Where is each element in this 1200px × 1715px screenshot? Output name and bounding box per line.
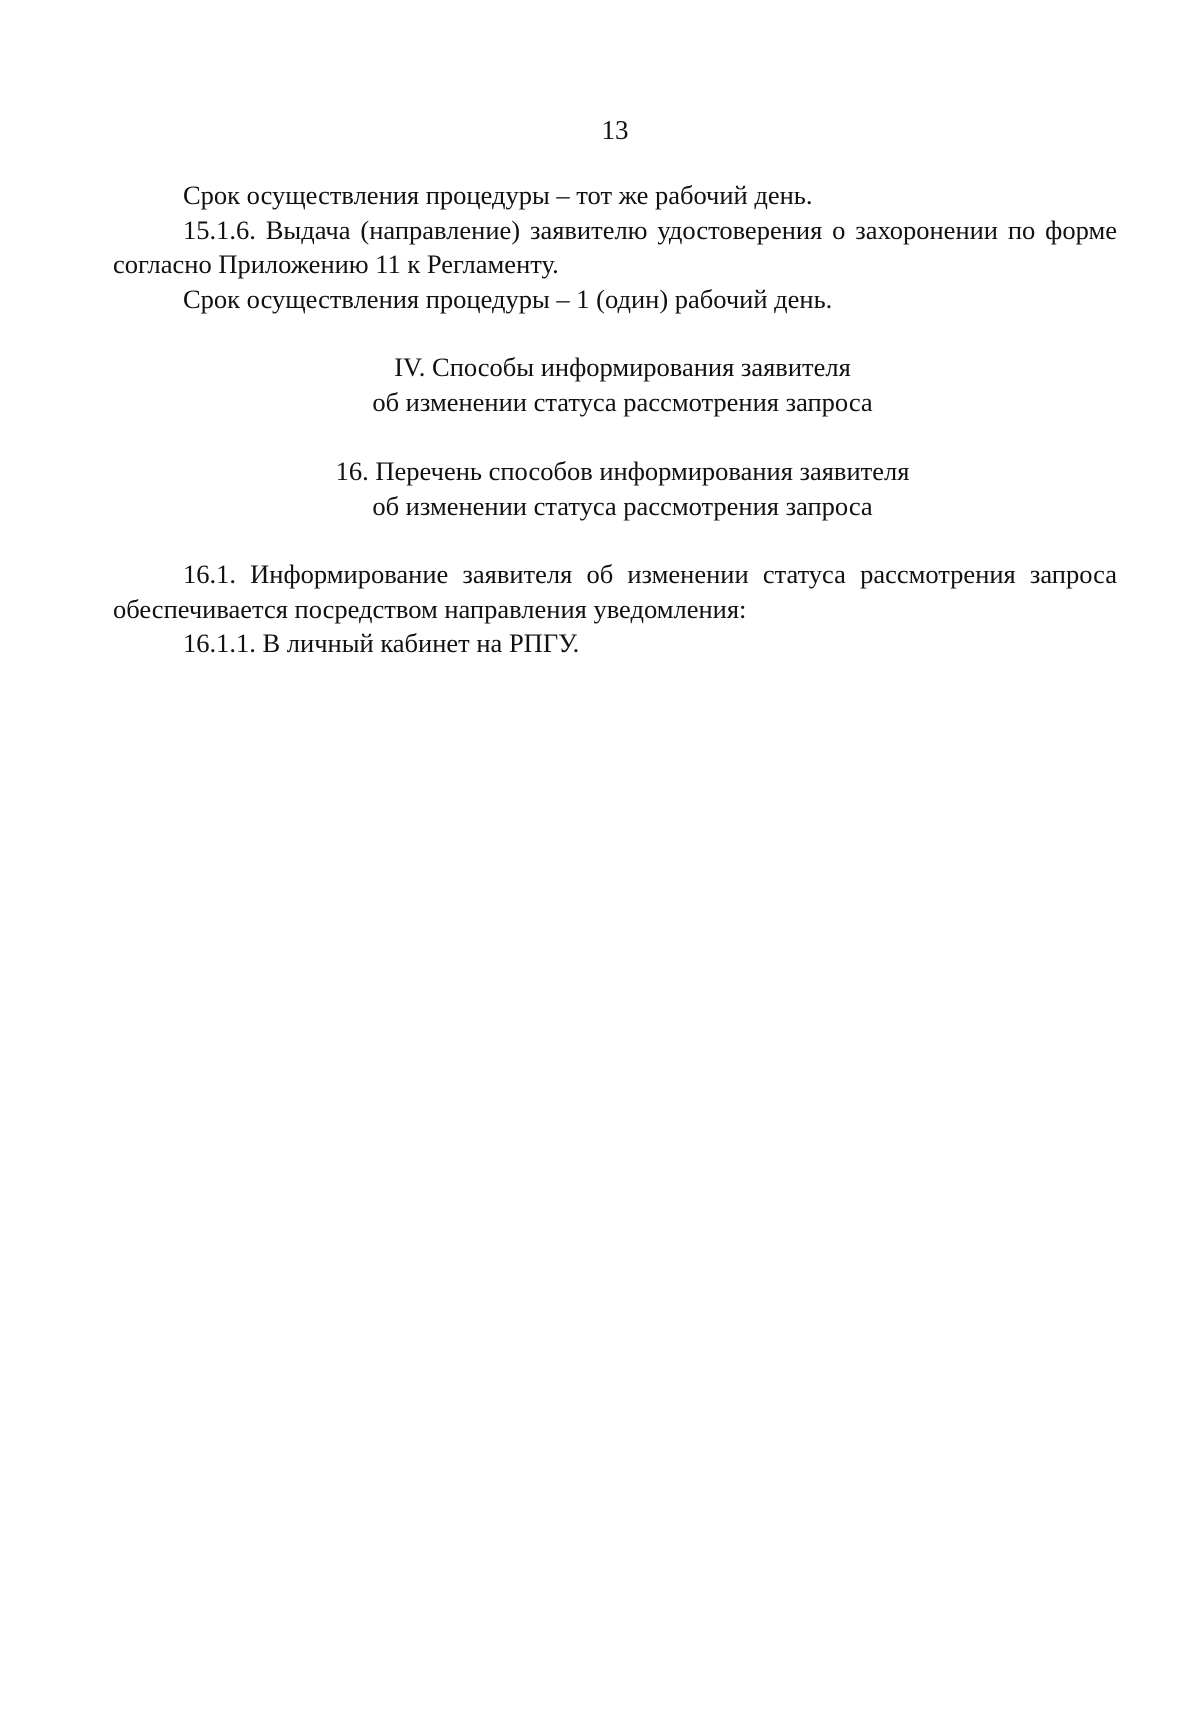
section-heading-16-line-2: об изменении статуса рассмотрения запроса (372, 490, 873, 521)
paragraph-procedure-term-same-day: Срок осуществления процедуры – тот же рабочий день. (183, 180, 813, 210)
section-heading-iv-line-2: об изменении статуса рассмотрения запроса (372, 386, 873, 417)
section-heading-iv-line-1: IV. Способы информирования заявителя (394, 352, 851, 382)
paragraph-15-1-6: 15.1.6. Выдача (направление) заявителю удостоверения о захоронении по форме согласно Приложению 11 к Регламенту. (113, 214, 1117, 279)
document-body (113, 178, 1117, 661)
paragraph-procedure-term-one-day: Срок осуществления процедуры – 1 (один) рабочий день. (183, 283, 833, 314)
section-heading-16 (113, 454, 1117, 523)
paragraph-16-1-1: 16.1.1. В личный кабинет на РПГУ. (183, 628, 580, 658)
page-number: 13 (601, 115, 629, 145)
paragraph-16-1: 16.1. Информирование заявителя об изменении статуса рассмотрения запроса обеспечивается посредством направления уведомления: (113, 559, 1117, 624)
section-heading-iv (113, 350, 1117, 419)
section-heading-16-line-1: 16. Перечень способов информирования заявителя (335, 456, 910, 486)
